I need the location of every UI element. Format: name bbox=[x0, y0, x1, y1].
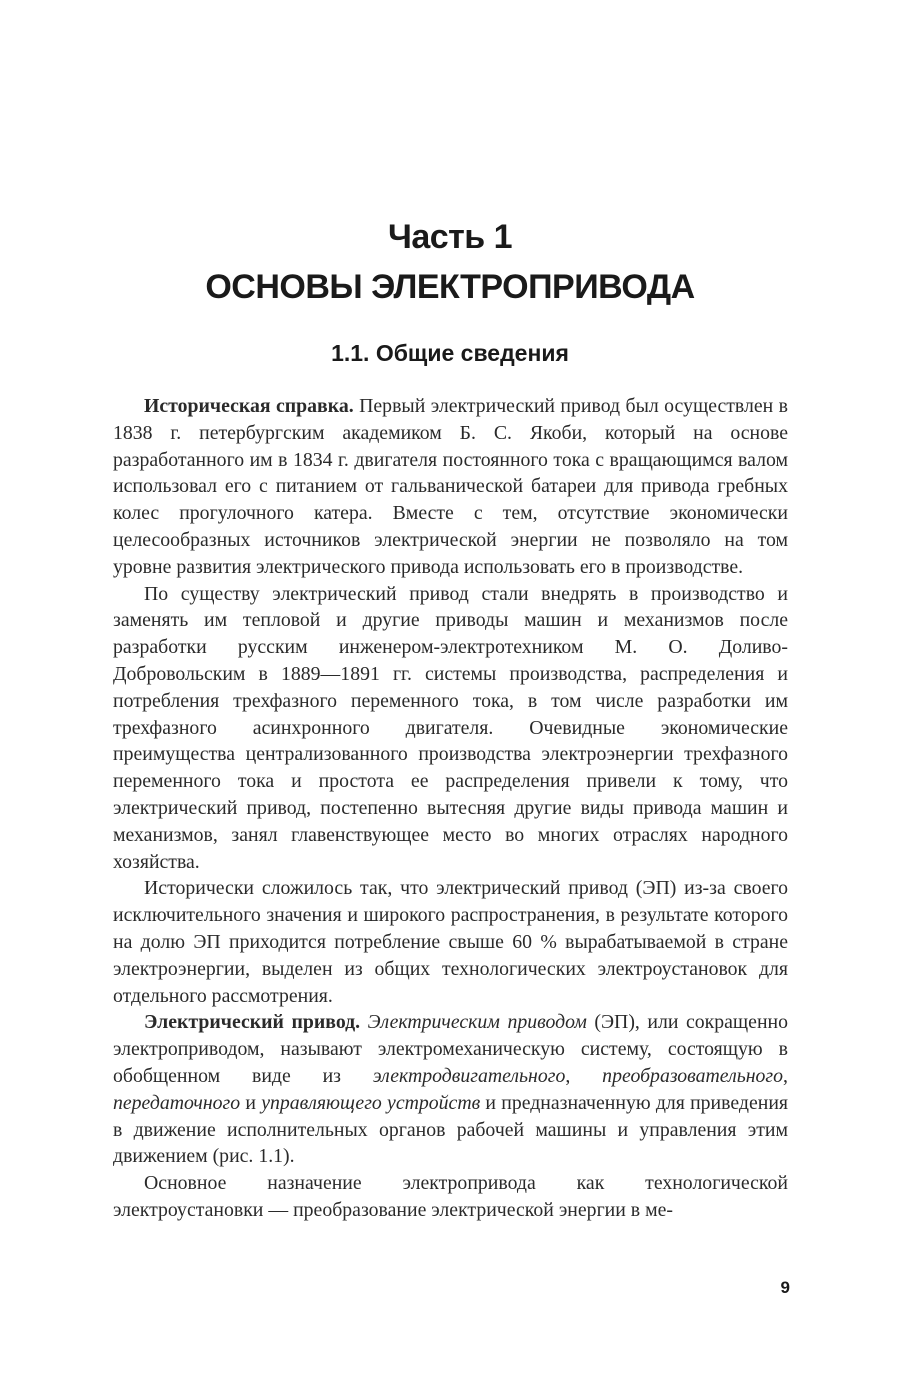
run-in-heading: Историческая справка. bbox=[144, 395, 354, 417]
paragraph-historical-note bbox=[113, 393, 788, 581]
part-label: Часть 1 bbox=[387, 218, 513, 256]
text-run: и предназначенную для приведения в движение исполнительных органов рабочей машины и управления этим движением (рис. 1.1). bbox=[113, 1091, 789, 1168]
text-run bbox=[360, 1011, 368, 1033]
paragraph-text: По существу электрический привод стали внедрять в производство и заменять им тепловой и другие приводы машин и механизмов после разработки русским инженером-электротехником М. О. Доливо-Добровольским в 1889—1891 гг. системы производства, распределения и потребления трехфазного переменного тока, в том числе разработки им трехфазного асинхронного двигателя. Очевидные экономические преимущества централизованного производства электроэнергии трехфазного переменного тока и простота ее распределения привели к тому, что электрический привод, постепенно вытесняя другие виды привода машин и механизмов, занял главенствующее место во многих отраслях народного хозяйства. bbox=[113, 582, 788, 873]
paragraph-definition bbox=[113, 1009, 788, 1170]
run-in-heading: Электрический привод. bbox=[144, 1011, 361, 1034]
text-run: , bbox=[565, 1064, 603, 1087]
paragraph-adoption bbox=[113, 581, 788, 876]
italic-term: управляющего устройств bbox=[261, 1091, 481, 1114]
paragraph-text: Основное назначение электропривода как технологической электроустановки — преобразование электрической энергии в ме- bbox=[113, 1172, 788, 1221]
text-run: , bbox=[783, 1064, 788, 1087]
text-run: (ЭП), или сокращенно электроприводом, называют электромеханическую систему, состоящую в обобщенном виде из bbox=[113, 1011, 789, 1087]
paragraph-purpose bbox=[113, 1170, 788, 1224]
text-run: и bbox=[240, 1091, 262, 1114]
section-title: 1.1. Общие сведения bbox=[331, 340, 569, 366]
paragraph-text: Исторически сложилось так, что электрический привод (ЭП) из-за своего исключительного значения и широкого распространения, в результате которого на долю ЭП приходится потребление свыше 60 % вырабатываемой в стране электроэнергии, выделен из общих технологических электроустановок для отдельного рассмотрения. bbox=[113, 877, 788, 1007]
body-text bbox=[113, 393, 788, 1224]
paragraph-text: Первый электрический привод был осуществлен в 1838 г. петербургским академиком Б. С. Якоби, который на основе разработанного им в 1834 г. двигателя постоянного тока с вращающимся валом использовал его с питанием от гальванической батареи для привода гребных колес прогулочного катера. Вместе с тем, отсутствие экономически целесообразных источников электрической энергии не позволяло на том уровне развития электрического привода использовать его в производстве. bbox=[113, 395, 788, 578]
paragraph-significance bbox=[113, 875, 788, 1009]
part-title: ОСНОВЫ ЭЛЕКТРОПРИВОДА bbox=[205, 268, 695, 306]
italic-term: Электрическим приводом bbox=[367, 1011, 587, 1034]
italic-term: электродвигательного bbox=[372, 1064, 566, 1087]
page-number: 9 bbox=[780, 1278, 790, 1297]
italic-term: преобразовательного bbox=[602, 1064, 784, 1087]
italic-term: передаточного bbox=[113, 1091, 241, 1114]
